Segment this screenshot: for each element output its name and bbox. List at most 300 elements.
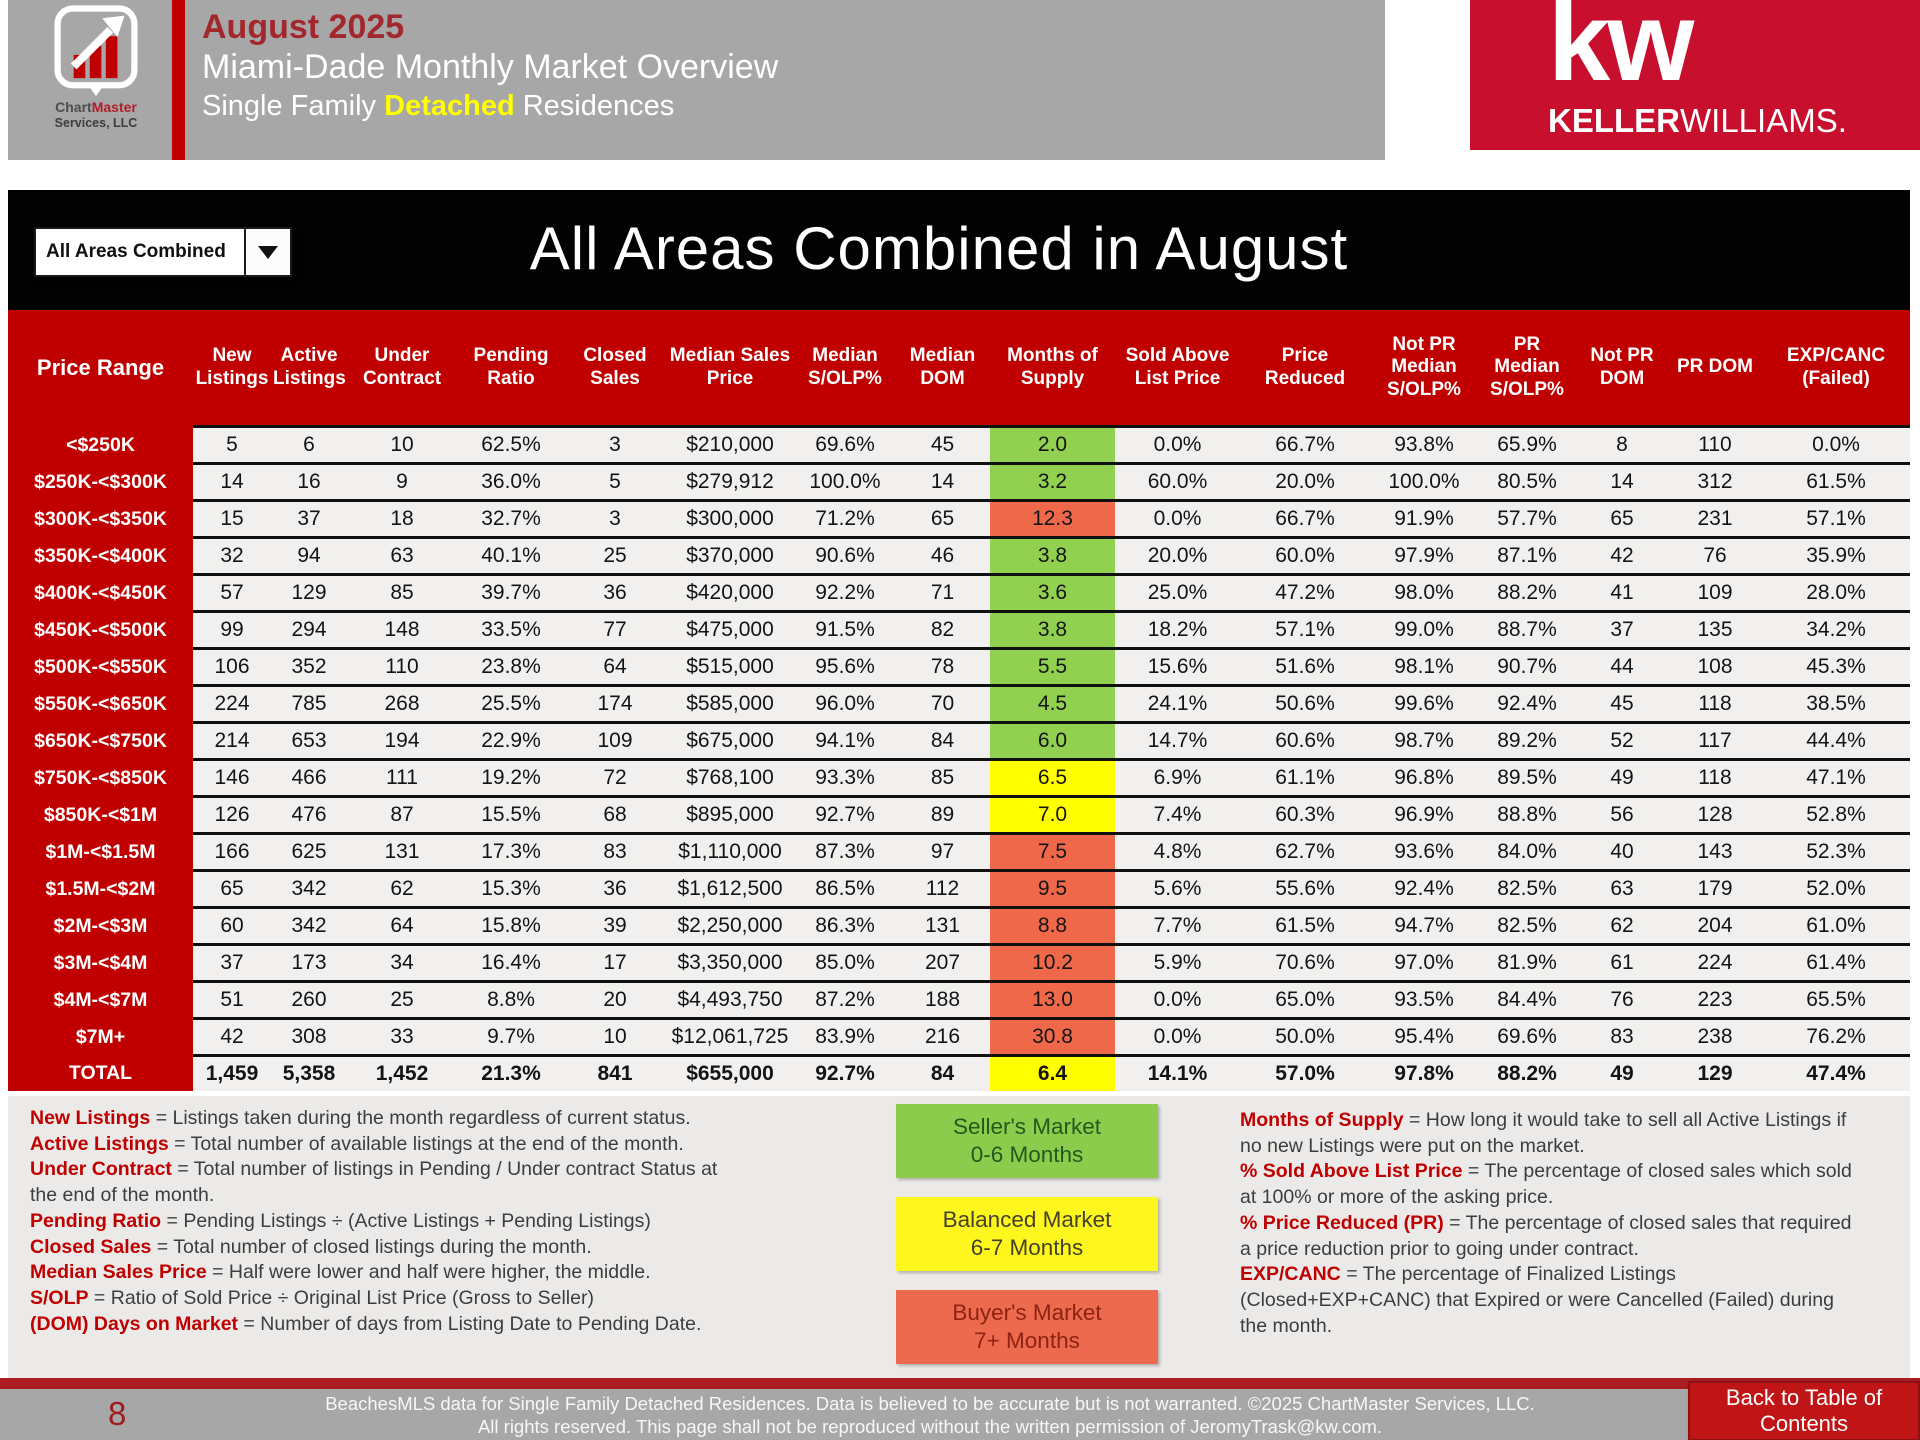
price-range-cell: $4M-<$7M (8, 982, 193, 1019)
definition-term: New Listings (30, 1107, 151, 1129)
table-cell: 82 (895, 612, 990, 649)
page-number: 8 (108, 1395, 127, 1432)
table-cell: 3 (565, 501, 665, 538)
table-cell: 625 (271, 834, 347, 871)
table-cell: $675,000 (665, 723, 795, 760)
table-cell: 97.0% (1370, 945, 1478, 982)
back-to-contents-button[interactable]: Back to Table of Contents (1688, 1381, 1920, 1440)
table-cell: 66.7% (1240, 427, 1370, 464)
table-cell: 92.4% (1478, 686, 1576, 723)
page-footer (0, 1389, 1920, 1440)
table-cell: 85.0% (795, 945, 895, 982)
table-cell: 109 (565, 723, 665, 760)
definition-text: = How long it would take to sell all Active Listings if no new Listings were put on the market. (1240, 1109, 1847, 1157)
table-cell: 21.3% (457, 1056, 565, 1092)
months-of-supply-cell: 3.8 (990, 612, 1115, 649)
table-cell: 110 (1668, 427, 1762, 464)
table-cell: 52.3% (1762, 834, 1910, 871)
table-cell: 87.2% (795, 982, 895, 1019)
table-cell: 61.5% (1762, 464, 1910, 501)
column-header: Median S/OLP% (795, 310, 895, 427)
table-cell: 65.9% (1478, 427, 1576, 464)
table-cell: 294 (271, 612, 347, 649)
table-cell: 18.2% (1115, 612, 1240, 649)
table-cell: 61.0% (1762, 908, 1910, 945)
table-cell: 1,452 (347, 1056, 457, 1092)
table-cell: $1,612,500 (665, 871, 795, 908)
column-header: Median Sales Price (665, 310, 795, 427)
table-cell: 466 (271, 760, 347, 797)
months-of-supply-cell: 6.0 (990, 723, 1115, 760)
price-range-cell: $450K-<$500K (8, 612, 193, 649)
table-cell: 785 (271, 686, 347, 723)
table-cell: 179 (1668, 871, 1762, 908)
price-range-cell: $1.5M-<$2M (8, 871, 193, 908)
chartmaster-logo-icon (51, 4, 141, 104)
table-cell: 92.4% (1370, 871, 1478, 908)
table-cell: $655,000 (665, 1056, 795, 1092)
table-cell: 110 (347, 649, 457, 686)
table-cell: 45.3% (1762, 649, 1910, 686)
price-range-cell: $7M+ (8, 1019, 193, 1056)
table-row (8, 649, 1910, 686)
table-cell: 78 (895, 649, 990, 686)
table-cell: 77 (565, 612, 665, 649)
table-cell: $768,100 (665, 760, 795, 797)
definition-term: % Price Reduced (PR) (1240, 1211, 1444, 1234)
table-cell: 94.7% (1370, 908, 1478, 945)
months-of-supply-cell: 7.5 (990, 834, 1115, 871)
table-cell: 352 (271, 649, 347, 686)
table-cell: 4.8% (1115, 834, 1240, 871)
definition-text: = Ratio of Sold Price ÷ Original List Price (Gross to Seller) (88, 1287, 594, 1310)
price-range-cell: $300K-<$350K (8, 501, 193, 538)
table-row (8, 686, 1910, 723)
definition (1240, 1262, 1855, 1339)
definition-term: (DOM) Days on Market (30, 1312, 239, 1335)
table-cell: 17 (565, 945, 665, 982)
table-cell: 57.7% (1478, 501, 1576, 538)
table-cell: 653 (271, 723, 347, 760)
table-cell: $420,000 (665, 575, 795, 612)
table-cell: 42 (1576, 538, 1668, 575)
table-cell: 224 (193, 686, 271, 723)
table-cell: 22.9% (457, 723, 565, 760)
table-cell: 84 (895, 1056, 990, 1092)
table-cell: 93.3% (795, 760, 895, 797)
table-cell: 69.6% (1478, 1019, 1576, 1056)
table-cell: 20.0% (1240, 464, 1370, 501)
definition-text: = Listings taken during the month regardless of current status. (150, 1107, 691, 1129)
table-cell: 96.9% (1370, 797, 1478, 834)
disclaimer-line-1: BeachesMLS data for Single Family Detached Residences. Data is believed to be accurate but is not warranted. ©2025 ChartMaster Services, LLC. (325, 1393, 1535, 1414)
table-cell: 37 (271, 501, 347, 538)
table-cell: 260 (271, 982, 347, 1019)
table-cell: 129 (271, 575, 347, 612)
table-cell: 39.7% (457, 575, 565, 612)
market-key-range: 6-7 Months (970, 1235, 1084, 1260)
months-of-supply-cell: 5.5 (990, 649, 1115, 686)
table-cell: 216 (895, 1019, 990, 1056)
market-key-range: 7+ Months (974, 1328, 1080, 1353)
table-cell: $300,000 (665, 501, 795, 538)
table-cell: 476 (271, 797, 347, 834)
table-row (8, 501, 1910, 538)
price-range-cell: $3M-<$4M (8, 945, 193, 982)
price-range-cell: $850K-<$1M (8, 797, 193, 834)
column-header: Not PR DOM (1576, 310, 1668, 427)
area-banner (8, 190, 1910, 310)
table-cell: 204 (1668, 908, 1762, 945)
footer-accent-line (0, 1378, 1920, 1389)
table-cell: 166 (193, 834, 271, 871)
kw-monogram: kw (1548, 0, 1692, 104)
table-cell: 231 (1668, 501, 1762, 538)
table-cell: 14 (895, 464, 990, 501)
banner-title: All Areas Combined in August (529, 215, 1349, 283)
table-cell: 100.0% (1370, 464, 1478, 501)
table-cell: 342 (271, 871, 347, 908)
months-of-supply-cell: 3.6 (990, 575, 1115, 612)
table-cell: 25 (565, 538, 665, 575)
table-cell: 57.0% (1240, 1056, 1370, 1092)
table-cell: 87.3% (795, 834, 895, 871)
definition-term: S/OLP (30, 1287, 89, 1310)
table-cell: 5 (193, 427, 271, 464)
table-cell: 94 (271, 538, 347, 575)
table-cell: 65.5% (1762, 982, 1910, 1019)
definition-term: Active Listings (30, 1132, 169, 1155)
table-row (8, 945, 1910, 982)
column-header: Months of Supply (990, 310, 1115, 427)
table-cell: 28.0% (1762, 575, 1910, 612)
table-cell: 38.5% (1762, 686, 1910, 723)
definition-term: Median Sales Price (30, 1261, 207, 1284)
table-cell: 86.3% (795, 908, 895, 945)
column-header: EXP/CANC (Failed) (1762, 310, 1910, 427)
months-of-supply-cell: 13.0 (990, 982, 1115, 1019)
table-cell: 70.6% (1240, 945, 1370, 982)
table-cell: 40.1% (457, 538, 565, 575)
table-cell: 109 (1668, 575, 1762, 612)
table-row (8, 427, 1910, 464)
table-cell: 117 (1668, 723, 1762, 760)
table-cell: 56 (1576, 797, 1668, 834)
chartmaster-logo (38, 4, 154, 130)
table-cell: 5,358 (271, 1056, 347, 1092)
definition (1240, 1108, 1855, 1159)
months-of-supply-cell: 9.5 (990, 871, 1115, 908)
column-header: Sold Above List Price (1115, 310, 1240, 427)
table-cell: 84.0% (1478, 834, 1576, 871)
market-key-label: Buyer's Market (952, 1299, 1102, 1325)
table-cell: 6 (271, 427, 347, 464)
table-cell: $2,250,000 (665, 908, 795, 945)
chartmaster-wordmark: ChartMaster Services, LLC (54, 99, 138, 130)
table-cell: 65 (1576, 501, 1668, 538)
header-row (8, 310, 1910, 427)
definition-text: = The percentage of closed sales which sold at 100% or more of the asking price. (1240, 1160, 1852, 1209)
subtitle-detached: Detached (384, 89, 515, 122)
table-cell: 131 (347, 834, 457, 871)
table-cell: 94.1% (795, 723, 895, 760)
table-cell: 82.5% (1478, 908, 1576, 945)
table-cell: 91.5% (795, 612, 895, 649)
table-cell: 66.7% (1240, 501, 1370, 538)
table-cell: 62.5% (457, 427, 565, 464)
table-cell: 9.7% (457, 1019, 565, 1056)
page-header (8, 0, 1385, 160)
table-cell: 44 (1576, 649, 1668, 686)
table-cell: 14 (193, 464, 271, 501)
price-range-cell: $2M-<$3M (8, 908, 193, 945)
disclaimer-line-2: All rights reserved. This page shall not be reproduced without the written permission of JeromyTrask@kw.com. (477, 1415, 1383, 1437)
price-range-cell: $250K-<$300K (8, 464, 193, 501)
price-range-cell: <$250K (8, 427, 193, 464)
table-cell: 15.3% (457, 871, 565, 908)
table-cell: $210,000 (665, 427, 795, 464)
table-cell: 61.5% (1240, 908, 1370, 945)
table-cell: $370,000 (665, 538, 795, 575)
column-header: Price Reduced (1240, 310, 1370, 427)
table-cell: 0.0% (1115, 501, 1240, 538)
table-cell: 47.4% (1762, 1056, 1910, 1092)
table-cell: 224 (1668, 945, 1762, 982)
table-cell: 16.4% (457, 945, 565, 982)
table-cell: 126 (193, 797, 271, 834)
table-cell: 16 (271, 464, 347, 501)
definition-text: = Total number of listings in Pending / Under contract Status at the end of the month. (30, 1158, 718, 1207)
table-cell: 5.6% (1115, 871, 1240, 908)
table-cell: 47.2% (1240, 575, 1370, 612)
table-cell: 92.7% (795, 1056, 895, 1092)
definition-term: Under Contract (30, 1158, 172, 1181)
table-cell: 25.0% (1115, 575, 1240, 612)
table-cell: 80.5% (1478, 464, 1576, 501)
table-cell: 5.9% (1115, 945, 1240, 982)
keller-williams-logo (1470, 0, 1920, 150)
months-of-supply-cell: 3.2 (990, 464, 1115, 501)
months-of-supply-cell: 4.5 (990, 686, 1115, 723)
table-cell: 17.3% (457, 834, 565, 871)
table-cell: 60.0% (1240, 538, 1370, 575)
table-cell: 61.1% (1240, 760, 1370, 797)
table-cell: 51.6% (1240, 649, 1370, 686)
table-cell: 238 (1668, 1019, 1762, 1056)
table-cell: 91.9% (1370, 501, 1478, 538)
table-cell: 85 (347, 575, 457, 612)
price-range-cell: $750K-<$850K (8, 760, 193, 797)
table-cell: 60.6% (1240, 723, 1370, 760)
column-header: PR Median S/OLP% (1478, 310, 1576, 427)
table-cell: 83 (565, 834, 665, 871)
table-cell: 82.5% (1478, 871, 1576, 908)
definition-text: = Total number of closed listings during the month. (151, 1235, 592, 1258)
table-cell: 10 (565, 1019, 665, 1056)
table-cell: 34.2% (1762, 612, 1910, 649)
table-cell: 14.7% (1115, 723, 1240, 760)
table-cell: 62 (347, 871, 457, 908)
table-cell: 99 (193, 612, 271, 649)
table-row (8, 575, 1910, 612)
table-cell: 37 (193, 945, 271, 982)
table-cell: 5 (565, 464, 665, 501)
definition (30, 1312, 730, 1338)
months-of-supply-cell: 6.4 (990, 1056, 1115, 1092)
market-key-label: Balanced Market (942, 1206, 1112, 1232)
definition (30, 1157, 730, 1208)
table-cell: 23.8% (457, 649, 565, 686)
table-cell: $585,000 (665, 686, 795, 723)
subtitle-post: Residences (514, 89, 675, 122)
table-cell: 96.0% (795, 686, 895, 723)
table-cell: 214 (193, 723, 271, 760)
table-cell: 93.5% (1370, 982, 1478, 1019)
table-row (8, 982, 1910, 1019)
table-cell: 0.0% (1115, 982, 1240, 1019)
table-cell: 24.1% (1115, 686, 1240, 723)
table-cell: 52 (1576, 723, 1668, 760)
table-cell: 57 (193, 575, 271, 612)
table-cell: 9 (347, 464, 457, 501)
table-cell: 100.0% (795, 464, 895, 501)
table-cell: 99.0% (1370, 612, 1478, 649)
table-cell: 89 (895, 797, 990, 834)
table-cell: 39 (565, 908, 665, 945)
market-key-yellow (896, 1197, 1158, 1271)
column-header: Not PR Median S/OLP% (1370, 310, 1478, 427)
price-range-cell: $400K-<$450K (8, 575, 193, 612)
definition (1240, 1159, 1855, 1210)
table-cell: $3,350,000 (665, 945, 795, 982)
definition-text: = Number of days from Listing Date to Pending Date. (238, 1312, 702, 1335)
table-cell: 207 (895, 945, 990, 982)
table-cell: 57.1% (1762, 501, 1910, 538)
definition (1240, 1211, 1855, 1262)
table-cell: 63 (1576, 871, 1668, 908)
table-cell: 60.3% (1240, 797, 1370, 834)
table-cell: 118 (1668, 760, 1762, 797)
table-cell: 46 (895, 538, 990, 575)
kw-wordmark (1548, 102, 1847, 140)
table-cell: 92.7% (795, 797, 895, 834)
table-cell: 69.6% (795, 427, 895, 464)
report-subtitle (202, 89, 778, 124)
months-of-supply-cell: 10.2 (990, 945, 1115, 982)
table-cell: 6.9% (1115, 760, 1240, 797)
table-cell: 61.4% (1762, 945, 1910, 982)
definition-term: EXP/CANC (1240, 1263, 1341, 1286)
table-cell: 25.5% (457, 686, 565, 723)
table-cell: 7.7% (1115, 908, 1240, 945)
table-row (8, 723, 1910, 760)
price-range-cell: $1M-<$1.5M (8, 834, 193, 871)
table-cell: 98.0% (1370, 575, 1478, 612)
table-cell: 32 (193, 538, 271, 575)
table-row (8, 797, 1910, 834)
definition (30, 1286, 730, 1312)
kw-keller: KELLER (1548, 102, 1680, 139)
table-cell: 65.0% (1240, 982, 1370, 1019)
market-table-wrap (8, 310, 1910, 1091)
market-key-red (896, 1290, 1158, 1364)
area-dropdown-value[interactable]: All Areas Combined (46, 241, 226, 262)
definition (30, 1209, 730, 1235)
table-cell: 42 (193, 1019, 271, 1056)
table-cell: 14 (1576, 464, 1668, 501)
table-cell: 15.8% (457, 908, 565, 945)
table-cell: 25 (347, 982, 457, 1019)
table-cell: 131 (895, 908, 990, 945)
table-cell: 128 (1668, 797, 1762, 834)
price-range-cell: $350K-<$400K (8, 538, 193, 575)
table-cell: 35.9% (1762, 538, 1910, 575)
table-cell: 93.6% (1370, 834, 1478, 871)
table-cell: 45 (895, 427, 990, 464)
table-cell: 174 (565, 686, 665, 723)
table-cell: 44.4% (1762, 723, 1910, 760)
table-cell: 47.1% (1762, 760, 1910, 797)
table-cell: 98.1% (1370, 649, 1478, 686)
definition (30, 1260, 730, 1286)
table-cell: 88.2% (1478, 1056, 1576, 1092)
table-cell: 68 (565, 797, 665, 834)
table-row (8, 871, 1910, 908)
kw-williams: WILLIAMS. (1680, 102, 1847, 139)
definition-text: = Half were lower and half were higher, the middle. (206, 1261, 651, 1284)
table-cell: 96.8% (1370, 760, 1478, 797)
price-range-cell: $500K-<$550K (8, 649, 193, 686)
table-cell: 97.8% (1370, 1056, 1478, 1092)
months-of-supply-cell: 12.3 (990, 501, 1115, 538)
column-header: Active Listings (271, 310, 347, 427)
table-cell: $515,000 (665, 649, 795, 686)
definition-term: % Sold Above List Price (1240, 1160, 1463, 1183)
table-cell: 41 (1576, 575, 1668, 612)
table-cell: 90.7% (1478, 649, 1576, 686)
table-cell: 98.7% (1370, 723, 1478, 760)
table-cell: 148 (347, 612, 457, 649)
table-cell: 62 (1576, 908, 1668, 945)
table-cell: 81.9% (1478, 945, 1576, 982)
table-row (8, 612, 1910, 649)
report-title: Miami-Dade Monthly Market Overview (202, 48, 779, 87)
table-cell: 3 (565, 427, 665, 464)
table-cell: 97 (895, 834, 990, 871)
table-total-row (8, 1056, 1910, 1092)
table-cell: 65 (895, 501, 990, 538)
table-cell: 129 (1668, 1056, 1762, 1092)
table-cell: $1,110,000 (665, 834, 795, 871)
table-cell: 36 (565, 575, 665, 612)
table-row (8, 908, 1910, 945)
months-of-supply-cell: 3.8 (990, 538, 1115, 575)
table-cell: 85 (895, 760, 990, 797)
table-cell: 146 (193, 760, 271, 797)
table-cell: 40 (1576, 834, 1668, 871)
table-cell: 32.7% (457, 501, 565, 538)
market-key-label: Seller's Market (952, 1113, 1102, 1139)
header-titles (202, 8, 778, 124)
table-cell: 64 (565, 649, 665, 686)
table-cell: 0.0% (1762, 427, 1910, 464)
table-cell: 51 (193, 982, 271, 1019)
table-cell: 93.8% (1370, 427, 1478, 464)
months-of-supply-cell: 2.0 (990, 427, 1115, 464)
definition-term: Closed Sales (30, 1235, 152, 1258)
table-cell: 60 (193, 908, 271, 945)
definition-term: Months of Supply (1240, 1109, 1404, 1131)
